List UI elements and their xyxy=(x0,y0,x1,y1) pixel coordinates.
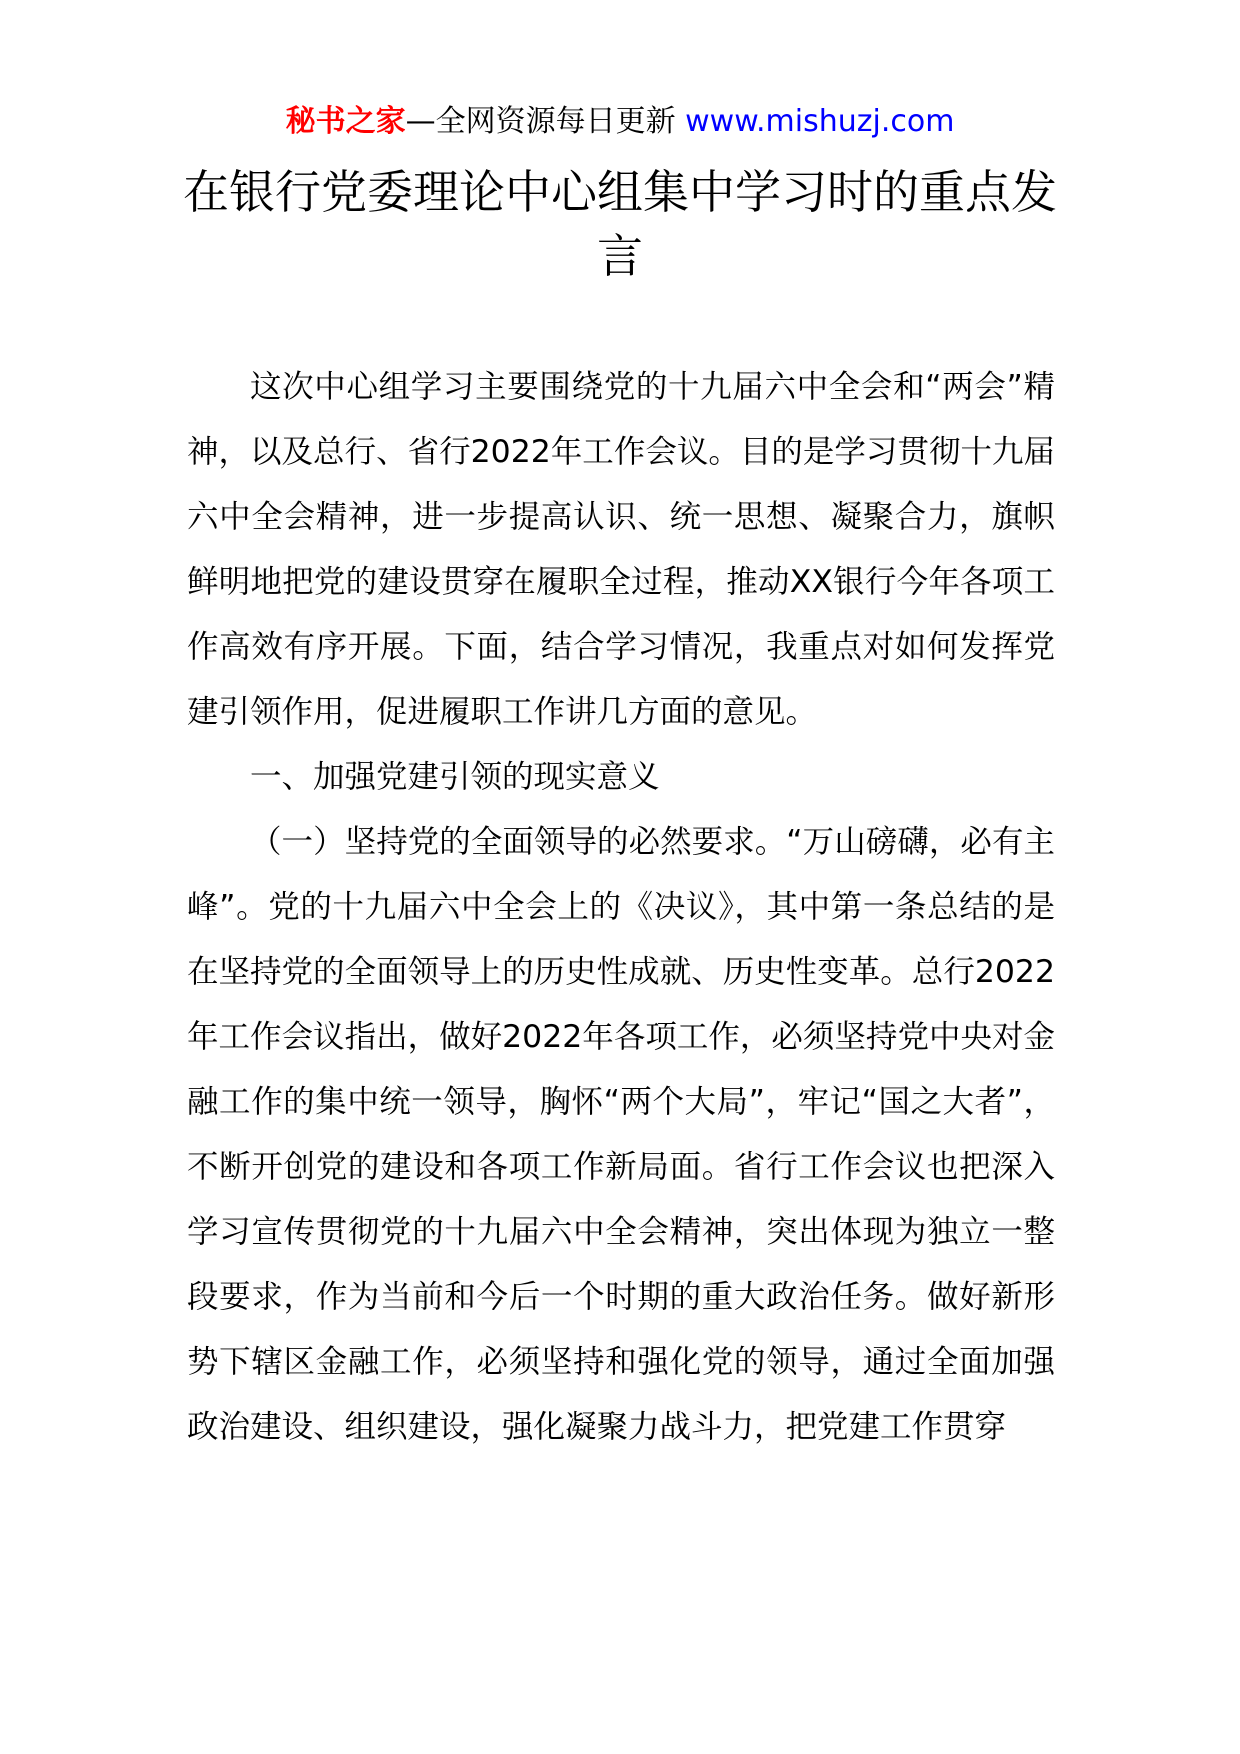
site-header xyxy=(0,102,1240,142)
section-heading: 一、加强党建引领的现实意义 xyxy=(250,759,660,795)
document-title: 在银行党委理论中心组集中学习时的重点发言 xyxy=(183,165,1057,283)
paragraph-section-1: （一）坚持党的全面领导的必然要求。“万山磅礴，必有主峰”。党的十九届六中全会上的《决议》，其中第一条总结的是在坚持党的全面领导上的历史性成就、历史性变革。总行2022年工作会议指出，做好2022年各项工作，必须坚持党中央对金融工作的集中统一领导，胸怀“两个大局”，牢记“国之大者”，不断开创党的建设和各项工作新局面。省行工作会议也把深入学习宣传贯彻党的十九届六中全会精神，突出体现为独立一整段要求，作为当前和今后一个时期的重大政治任务。做好新形势下辖区金融工作，必须坚持和强化党的领导，通过全面加强政治建设、组织建设，强化凝聚力战斗力，把党建工作贯穿 xyxy=(187,824,1055,1445)
document-body xyxy=(187,355,1055,1460)
site-url[interactable]: www.mishuzj.com xyxy=(685,104,955,139)
paragraph-intro: 这次中心组学习主要围绕党的十九届六中全会和“两会”精神，以及总行、省行2022年工作会议。目的是学习贯彻十九届六中全会精神，进一步提高认识、统一思想、凝聚合力，旗帜鲜明地把党的建设贯穿在履职全过程，推动XX银行今年各项工作高效有序开展。下面，结合学习情况，我重点对如何发挥党建引领作用，促进履职工作讲几方面的意见。 xyxy=(187,369,1055,730)
brand-name: 秘书之家 xyxy=(285,104,406,139)
site-slogan: —全网资源每日更新 xyxy=(405,104,676,139)
